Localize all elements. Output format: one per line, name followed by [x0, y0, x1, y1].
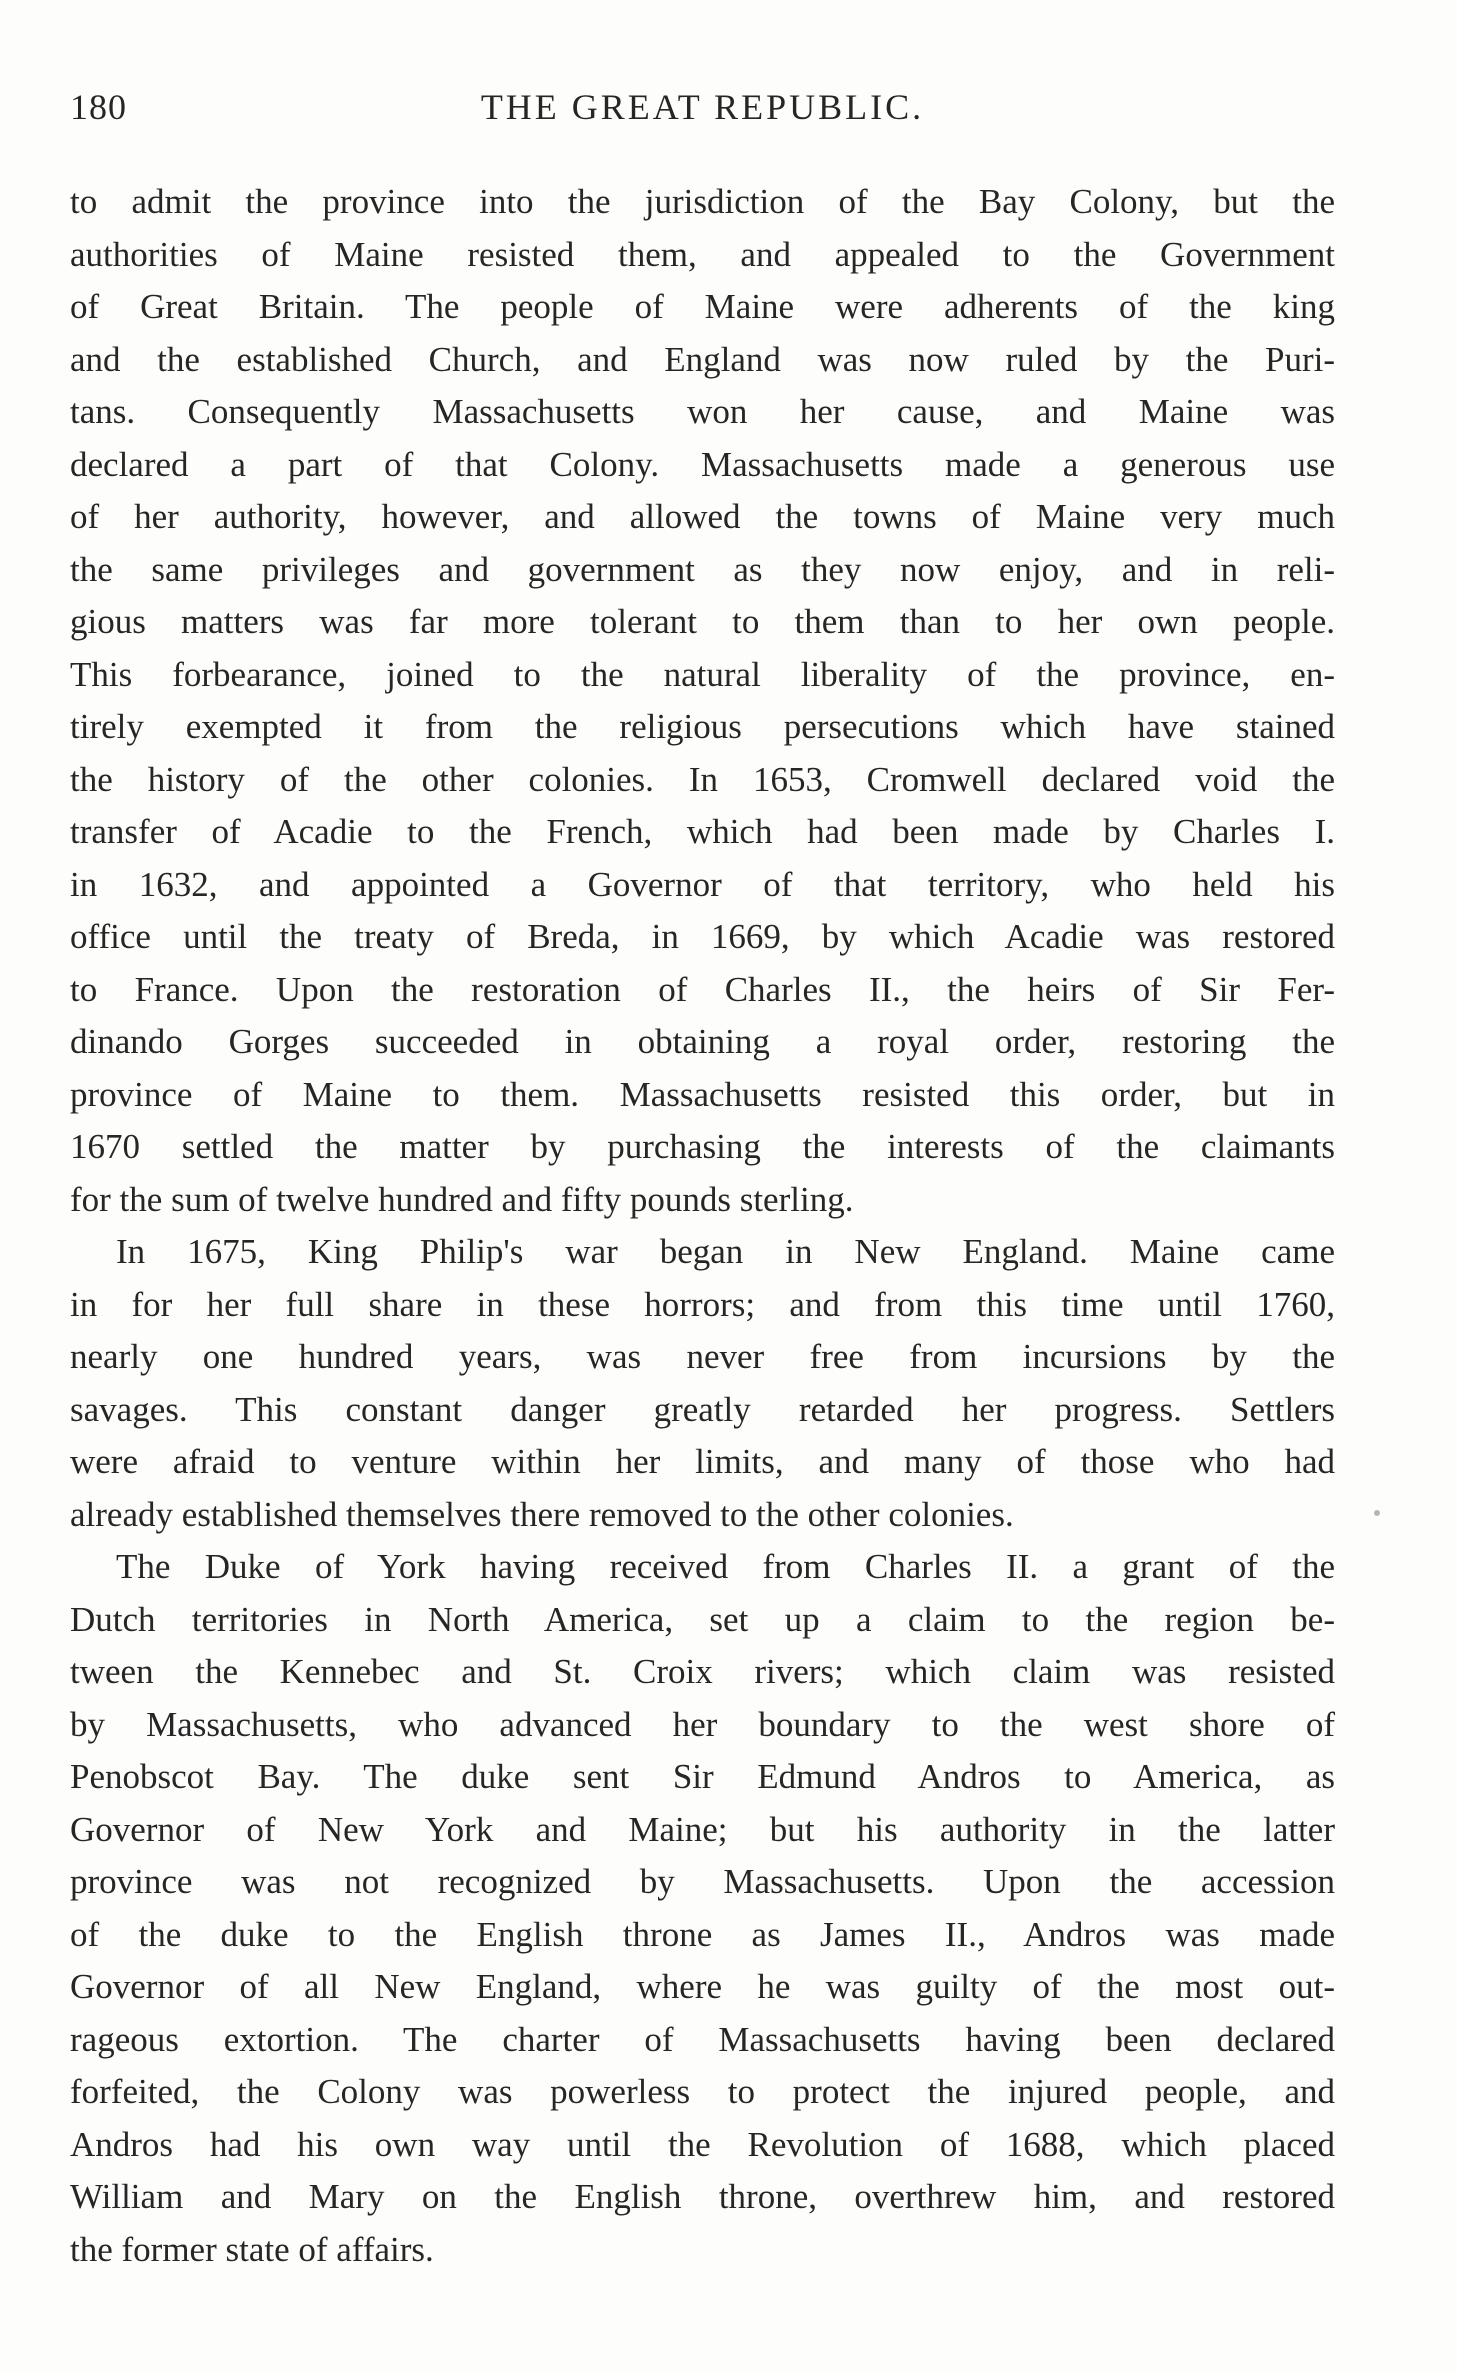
text-line: the former state of affairs. [70, 2229, 434, 2269]
text-line: In 1675, King Philip's war began in New England. Maine came [116, 1232, 1335, 1271]
text-line: declared a part of that Colony. Massachusetts made a generous use [70, 444, 1335, 484]
text-line: tans. Consequently Massachusetts won her cause, and Maine was [70, 392, 1335, 431]
text-line: tirely exempted it from the religious persecutions which have stained [70, 707, 1335, 746]
text-line: savages. This constant danger greatly retarded her progress. Settlers [70, 1389, 1335, 1429]
text-line: Dutch territories in North America, set up a claim to the region be- [70, 1599, 1335, 1639]
text-line: province was not recognized by Massachusetts. Upon the accession [70, 1862, 1335, 1901]
text-line: Governor of all New England, where he was guilty of the most out- [70, 1967, 1335, 2006]
text-line: transfer of Acadie to the French, which had been made by Charles I. [70, 812, 1335, 851]
text-line: to admit the province into the jurisdiction of the Bay Colony, but the [70, 182, 1335, 221]
text-line: tween the Kennebec and St. Croix rivers; which claim was resisted [70, 1652, 1335, 1691]
text-line: authorities of Maine resisted them, and appealed to the Government [70, 234, 1335, 274]
body-text [70, 176, 1335, 2276]
page-header [70, 86, 1335, 136]
text-line: of the duke to the English throne as James II., Andros was made [70, 1914, 1335, 1954]
text-line: the history of the other colonies. In 1653, Cromwell declared void the [70, 759, 1335, 799]
text-line: already established themselves there removed to the other colonies. [70, 1494, 1014, 1534]
ink-speck [1374, 1510, 1380, 1516]
text-line: forfeited, the Colony was powerless to protect the injured people, and [70, 2072, 1335, 2111]
text-line: the same privileges and government as they now enjoy, and in reli- [70, 549, 1335, 589]
text-line: of her authority, however, and allowed the towns of Maine very much [70, 497, 1335, 536]
text-line: for the sum of twelve hundred and fifty pounds sterling. [70, 1179, 854, 1219]
text-line: by Massachusetts, who advanced her boundary to the west shore of [70, 1704, 1335, 1744]
page-number: 180 [70, 87, 127, 127]
running-title: THE GREAT REPUBLIC. [480, 87, 925, 127]
text-line: in for her full share in these horrors; and from this time until 1760, [70, 1284, 1335, 1324]
text-line: Andros had his own way until the Revolution of 1688, which placed [70, 2124, 1335, 2164]
text-line: The Duke of York having received from Charles II. a grant of the [116, 1547, 1335, 1586]
text-line: office until the treaty of Breda, in 1669, by which Acadie was restored [70, 917, 1335, 956]
text-line: rageous extortion. The charter of Massachusetts having been declared [70, 2019, 1335, 2059]
text-line: in 1632, and appointed a Governor of that territory, who held his [70, 864, 1335, 904]
text-line: were afraid to venture within her limits, and many of those who had [70, 1442, 1335, 1481]
text-line: 1670 settled the matter by purchasing the interests of the claimants [70, 1127, 1335, 1166]
text-line: Governor of New York and Maine; but his authority in the latter [70, 1809, 1335, 1849]
text-line: province of Maine to them. Massachusetts resisted this order, but in [70, 1074, 1335, 1114]
text-line: to France. Upon the restoration of Charles II., the heirs of Sir Fer- [70, 969, 1335, 1009]
text-line: and the established Church, and England was now ruled by the Puri- [70, 339, 1335, 379]
text-line: This forbearance, joined to the natural liberality of the province, en- [70, 654, 1335, 694]
text-line: of Great Britain. The people of Maine were adherents of the king [70, 287, 1335, 326]
text-line: nearly one hundred years, was never free from incursions by the [70, 1337, 1335, 1376]
text-line: dinando Gorges succeeded in obtaining a royal order, restoring the [70, 1022, 1335, 1061]
text-line: gious matters was far more tolerant to them than to her own people. [70, 602, 1335, 641]
text-line: Penobscot Bay. The duke sent Sir Edmund Andros to America, as [70, 1757, 1335, 1796]
text-line: William and Mary on the English throne, overthrew him, and restored [70, 2177, 1335, 2216]
